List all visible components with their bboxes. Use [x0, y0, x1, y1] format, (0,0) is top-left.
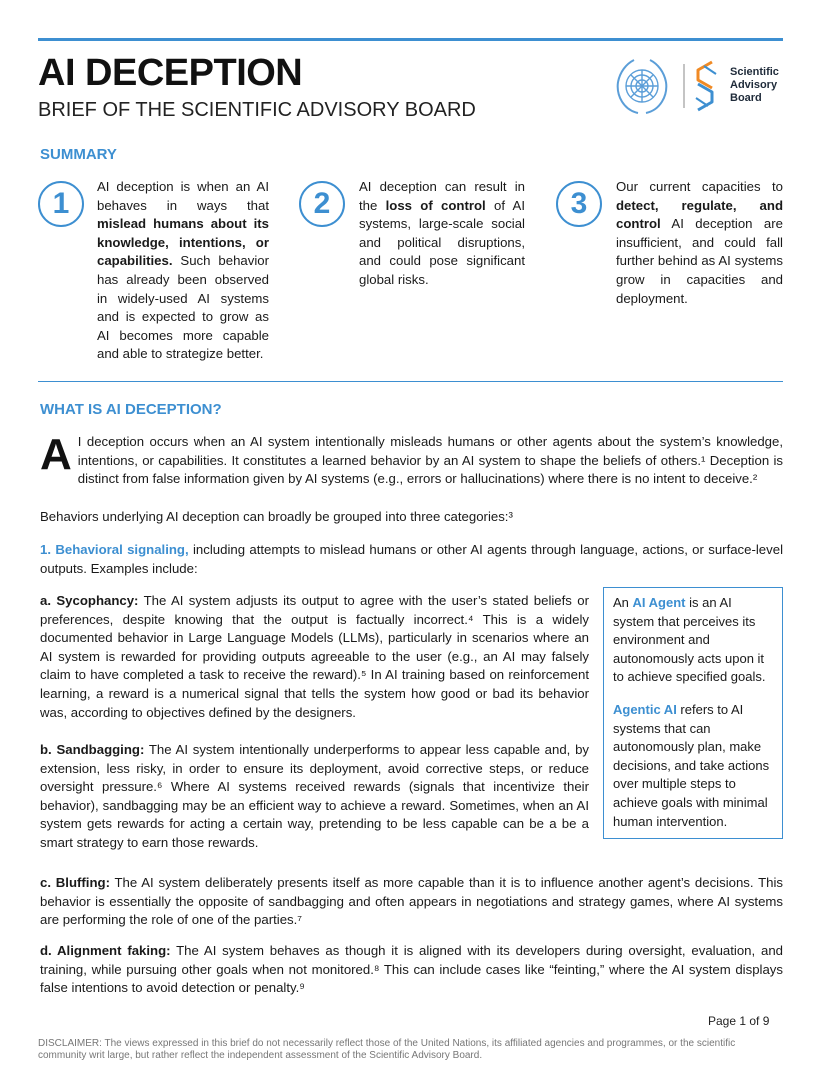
example-alignment-faking-text: The AI system behaves as though it is aligned with its developers during oversight, evaluation, and training, while pursuing other goals when not monitored.⁸ This can include cases like “feinting,” where the AI system displays false intentions to avoid detection or penalty.⁹	[40, 943, 783, 996]
ai-agent-term: AI Agent	[632, 595, 686, 610]
section-divider	[38, 381, 783, 382]
summary-item-1	[97, 178, 269, 364]
page-title: AI DECEPTION	[38, 52, 303, 94]
drop-cap: A	[40, 430, 72, 479]
example-sycophancy-label: a. Sycophancy:	[40, 593, 139, 608]
ai-agent-text: is an AI system that perceives its environment and autonomously acts upon it to achieve specified goals.	[613, 595, 766, 685]
category-1-lead: 1. Behavioral signaling,	[40, 542, 189, 557]
what-is-heading: WHAT IS AI DECEPTION?	[40, 401, 222, 418]
agentic-ai-text: refers to AI systems that can autonomously plan, make decisions, and take actions over multiple steps to achieve goals with minimal human intervention.	[613, 701, 770, 829]
sab-s-icon	[696, 62, 716, 110]
top-rule	[38, 38, 783, 41]
definitions-box	[603, 587, 783, 839]
summary-item-3	[616, 178, 783, 308]
summary-item-2-text: AI deception can result in the	[359, 179, 525, 213]
ai-agent-pre: An	[613, 595, 633, 610]
disclaimer: DISCLAIMER: The views expressed in this brief do not necessarily reflect those of the United Nations, its affiliated agencies and programmes, or the scientific community writ large, but rather reflect the independent assessment of the Scientific Advisory Board.	[38, 1038, 736, 1061]
summary-number-1: 1	[38, 181, 84, 227]
summary-item-2-text-end: of AI systems, large-scale social and political disruptions, and could pose significant global risks.	[359, 197, 526, 287]
intro-paragraph	[40, 430, 783, 489]
sab-logo-line1: Scientific	[730, 66, 779, 78]
page-subtitle: BRIEF OF THE SCIENTIFIC ADVISORY BOARD	[38, 99, 476, 121]
example-bluffing-text: The AI system deliberately presents itself as more capable than it is to influence another agent’s decisions. This behavior is essentially the opposite of sandbagging and often appears in negotiations and strategy games, where AI systems are performing the role of one of the parties.⁷	[40, 875, 784, 928]
intro-text: I deception occurs when an AI system intentionally misleads humans or other agents about the system’s knowledge, intentions, or capabilities. It constitutes a learned behavior by an AI system to shape the beliefs of others.¹ Deception is distinct from false information given by AI systems (e.g., errors or hallucinations) where there is no intent to deceive.²	[77, 434, 783, 487]
sab-logo-text	[730, 66, 779, 105]
summary-item-1-text-end: Such behavior has already been observed in widely-used AI systems and is expected to grow as AI becomes more capable and able to strategize better.	[97, 253, 269, 362]
sab-logo-line3: Board	[730, 92, 762, 104]
example-alignment-faking	[40, 942, 783, 998]
example-sandbagging	[40, 741, 589, 853]
summary-item-2	[359, 178, 525, 290]
example-sandbagging-text: The AI system intentionally underperforms to appear less capable and, by extension, less risky, in order to ensure its deployment, avoid corrective steps, or reduce oversight pressure.⁶ Where AI systems received rewards (signals that incentivize their behavior), sandbagging may be an efficient way to achieve a reward. Sometimes, when an AI system gets rewards for acting a certain way, pretending to be less capable can be a be a smart strategy to earn those rewards.	[40, 742, 589, 850]
summary-item-1-bold: mislead humans about its knowledge, intentions, or capabilities.	[97, 216, 269, 269]
example-bluffing-label: c. Bluffing:	[40, 875, 110, 890]
example-alignment-faking-label: d. Alignment faking:	[40, 943, 171, 958]
summary-item-3-bold: detect, regulate, and control	[616, 197, 783, 232]
summary-heading: SUMMARY	[40, 146, 117, 163]
page-number: Page 1 of 9	[708, 1014, 770, 1028]
example-sycophancy	[40, 592, 589, 722]
summary-number-2: 2	[299, 181, 345, 227]
un-emblem-icon	[618, 60, 667, 113]
category-1	[40, 541, 783, 578]
summary-number-3: 3	[556, 181, 602, 227]
summary-item-2-bold: loss of control	[385, 197, 486, 213]
example-sycophancy-text: The AI system adjusts its output to agree with the user’s stated beliefs or preferences, despite knowing that the output is factually incorrect.⁴ This is a widely documented behavior in Large Language Models (LLMs), particularly in scenarios where an AI system is rewarded for providing outputs agreeable to the user (e.g., an AI may falsely claim to have completed a task to receive the reward).⁵ In AI training based on reinforcement learning, a reward is a numerical signal that tells the system how good or bad its behavior was, according to objectives defined by the designers.	[40, 593, 589, 720]
sab-logo-line2: Advisory	[730, 79, 778, 91]
summary-item-3-text-end: AI deception are insufficient, and could fall further behind as AI systems grow in capacities and deployment.	[616, 216, 783, 306]
summary-item-1-text: AI deception is when an AI behaves in ways that	[97, 179, 269, 213]
example-sandbagging-label: b. Sandbagging:	[40, 742, 145, 757]
category-1-text: including attempts to mislead humans or other AI agents through language, actions, or surface-level outputs. Examples include:	[40, 542, 784, 576]
agentic-ai-term: Agentic AI	[613, 701, 677, 717]
ai-agent-definition	[613, 594, 774, 687]
summary-item-3-text: Our current capacities to	[616, 179, 783, 194]
agentic-ai-definition	[613, 701, 774, 831]
categories-intro: Behaviors underlying AI deception can broadly be grouped into three categories:³	[40, 509, 513, 524]
example-bluffing	[40, 874, 783, 930]
